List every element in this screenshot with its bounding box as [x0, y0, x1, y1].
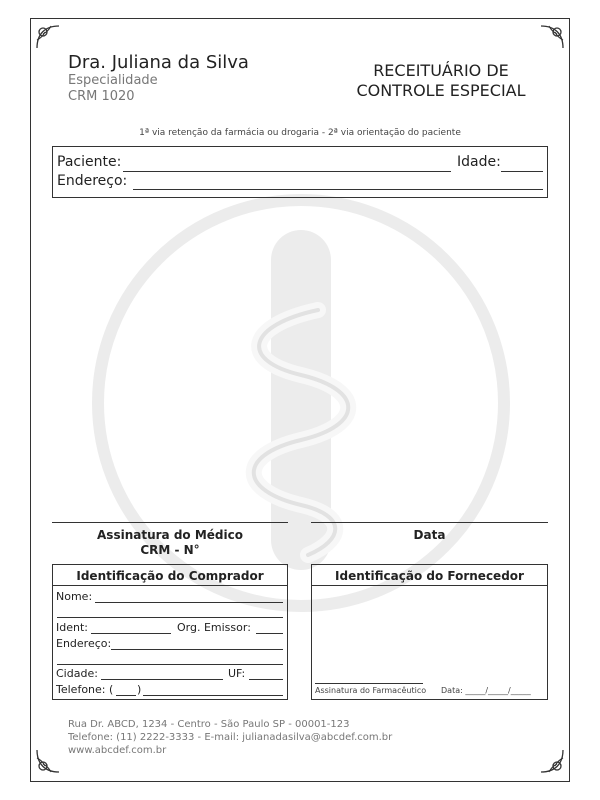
- doctor-specialty: Especialidade: [68, 73, 158, 88]
- ornament-icon: [537, 746, 567, 776]
- buyer-org-line[interactable]: [256, 633, 283, 634]
- patient-address-line[interactable]: [133, 189, 543, 190]
- pharmacist-signature-line[interactable]: [315, 683, 423, 684]
- buyer-city-line[interactable]: [101, 679, 223, 680]
- patient-box: [52, 146, 548, 198]
- buyer-name-line-2[interactable]: [57, 617, 283, 618]
- crm-number-label: CRM - N°: [140, 543, 200, 557]
- supplier-date-label: Data: _____/_____/_____: [441, 686, 531, 695]
- buyer-uf-label: UF:: [228, 667, 246, 680]
- buyer-name-line[interactable]: [95, 602, 283, 603]
- doctor-crm: CRM 1020: [68, 89, 135, 104]
- buyer-box: [52, 564, 288, 700]
- doctor-signature-label: Assinatura do Médico: [97, 528, 243, 542]
- buyer-city-label: Cidade:: [56, 667, 98, 680]
- supplier-box: [311, 564, 548, 700]
- supplier-title-divider: [312, 585, 547, 586]
- buyer-address-label: Endereço:: [56, 637, 112, 650]
- buyer-name-label: Nome:: [56, 590, 93, 603]
- patient-label: Paciente:: [57, 154, 122, 170]
- ornament-icon: [537, 22, 567, 52]
- footer-contact: Telefone: (11) 2222-3333 - E-mail: julianadasilva@abcdef.com.br: [68, 732, 393, 743]
- pharmacist-signature-label: Assinatura do Farmacêutico: [315, 686, 427, 695]
- patient-age-line[interactable]: [501, 171, 543, 172]
- buyer-address-line-2[interactable]: [57, 664, 283, 665]
- doctor-name: Dra. Juliana da Silva: [68, 52, 249, 73]
- patient-name-line[interactable]: [123, 171, 451, 172]
- doctor-signature-line[interactable]: [52, 522, 288, 523]
- footer-website: www.abcdef.com.br: [68, 745, 167, 756]
- buyer-phone-close: ): [137, 683, 142, 696]
- document-title: [340, 61, 542, 101]
- date-signature-line[interactable]: [311, 522, 548, 523]
- document-title-line2: CONTROLE ESPECIAL: [356, 81, 526, 100]
- document-title-line1: RECEITUÁRIO DE: [373, 61, 509, 80]
- buyer-phone-label: Telefone: (: [56, 683, 114, 696]
- age-label: Idade:: [457, 154, 501, 170]
- buyer-ident-label: Ident:: [56, 621, 88, 634]
- buyer-org-label: Org. Emissor:: [177, 621, 251, 634]
- footer-address: Rua Dr. ABCD, 1234 - Centro - São Paulo SP - 00001-123: [68, 719, 350, 730]
- supplier-title: Identificação do Fornecedor: [335, 569, 524, 583]
- ornament-icon: [33, 22, 63, 52]
- buyer-uf-line[interactable]: [249, 679, 283, 680]
- buyer-address-line[interactable]: [111, 649, 283, 650]
- buyer-ident-line[interactable]: [91, 633, 171, 634]
- buyer-phone-area-line[interactable]: [116, 695, 136, 696]
- buyer-title: Identificação do Comprador: [76, 569, 264, 583]
- date-label: Data: [413, 528, 446, 542]
- via-note: 1ª via retenção da farmácia ou drogaria - 2ª via orientação do paciente: [139, 128, 461, 138]
- ornament-icon: [33, 746, 63, 776]
- buyer-phone-line[interactable]: [143, 695, 283, 696]
- address-label: Endereço:: [57, 173, 128, 189]
- buyer-title-divider: [53, 585, 287, 586]
